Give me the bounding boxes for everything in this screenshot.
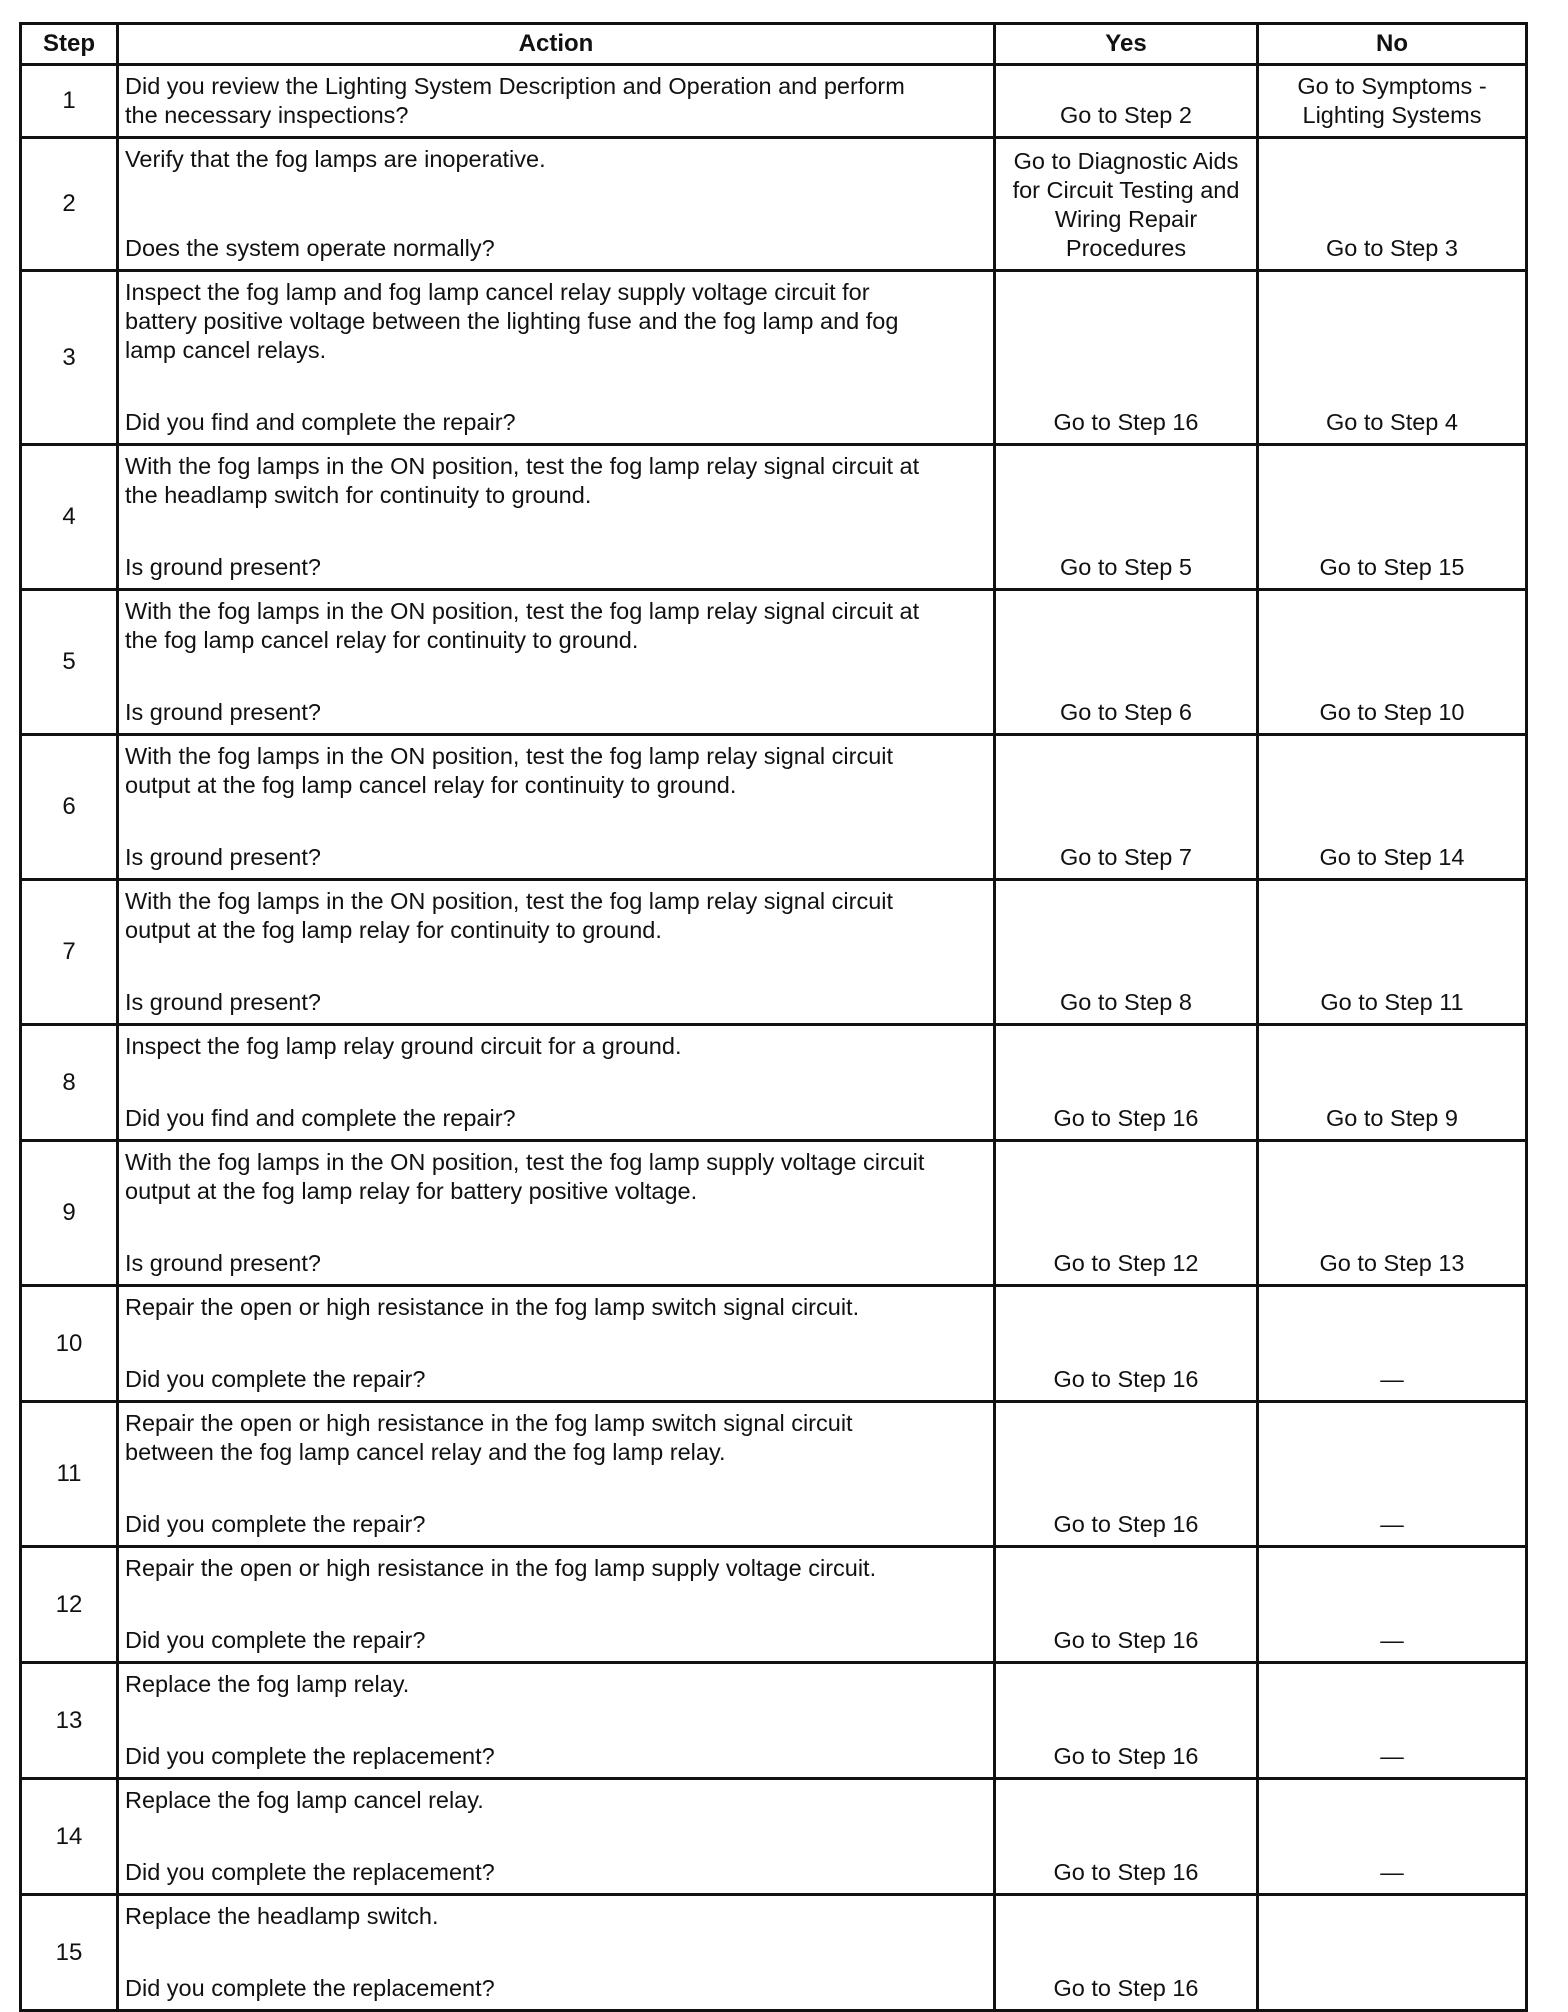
yes-result-cell <box>995 1402 1258 1547</box>
action-text-line: With the fog lamps in the ON position, test the fog lamp relay signal circuit at <box>125 453 920 479</box>
action-cell <box>118 65 995 138</box>
action-cell <box>118 1779 995 1895</box>
action-text-line: Repair the open or high resistance in the fog lamp supply voltage circuit. <box>125 1555 877 1581</box>
spacer <box>125 800 985 843</box>
action-text-line: battery positive voltage between the lighting fuse and the fog lamp and fog <box>125 308 899 334</box>
spacer <box>125 1206 985 1249</box>
action-question: Did you find and complete the repair? <box>125 1105 516 1131</box>
action-text-line: With the fog lamps in the ON position, test the fog lamp relay signal circuit <box>125 888 894 914</box>
spacer <box>125 655 985 698</box>
table-row <box>21 590 1527 735</box>
yes-result-text: Go to Step 16 <box>1053 1627 1199 1653</box>
spacer <box>125 1815 985 1858</box>
step-number: 1 <box>21 65 118 138</box>
header-step: Step <box>21 24 118 65</box>
yes-result-text: Go to Step 16 <box>1053 1743 1199 1769</box>
yes-result-text: Go to Step 16 <box>1053 409 1199 435</box>
action-question: Did you complete the replacement? <box>125 1859 495 1885</box>
no-result-cell <box>1258 1141 1527 1286</box>
action-text-line: With the fog lamps in the ON position, test the fog lamp supply voltage circuit <box>125 1149 925 1175</box>
yes-result-cell <box>995 1547 1258 1663</box>
yes-result-text: Procedures <box>1065 235 1187 261</box>
table-row <box>21 65 1527 138</box>
action-text-line: Verify that the fog lamps are inoperative. <box>125 146 546 172</box>
action-question: Did you complete the repair? <box>125 1627 426 1653</box>
action-cell <box>118 1402 995 1547</box>
yes-result-text: Go to Step 16 <box>1053 1859 1199 1885</box>
action-text-line: output at the fog lamp cancel relay for continuity to ground. <box>125 772 737 798</box>
no-result-text: Go to Step 10 <box>1319 699 1465 725</box>
action-text-line: output at the fog lamp relay for battery positive voltage. <box>125 1178 698 1204</box>
no-result-cell <box>1258 1402 1527 1547</box>
header-yes: Yes <box>995 24 1258 65</box>
action-text-line: lamp cancel relays. <box>125 337 327 363</box>
table-row <box>21 271 1527 445</box>
action-text-line: output at the fog lamp relay for continuity to ground. <box>125 917 662 943</box>
action-cell <box>118 1025 995 1141</box>
no-result-cell <box>1258 735 1527 880</box>
no-result-cell <box>1258 1286 1527 1402</box>
yes-result-text: Go to Step 16 <box>1053 1511 1199 1537</box>
action-cell <box>118 1547 995 1663</box>
yes-result-cell <box>995 1286 1258 1402</box>
step-number: 5 <box>21 590 118 735</box>
action-question: Did you complete the repair? <box>125 1366 426 1392</box>
action-cell <box>118 590 995 735</box>
table-row <box>21 735 1527 880</box>
yes-result-cell <box>995 1779 1258 1895</box>
no-result-text: Go to Step 11 <box>1320 989 1464 1015</box>
yes-result-cell <box>995 1025 1258 1141</box>
yes-result-cell <box>995 1141 1258 1286</box>
yes-result-cell <box>995 138 1258 271</box>
action-question: Does the system operate normally? <box>125 235 495 261</box>
no-result-cell <box>1258 880 1527 1025</box>
action-text-line: Replace the fog lamp relay. <box>125 1671 410 1697</box>
action-question: Did you complete the repair? <box>125 1511 426 1537</box>
no-result-text: Go to Step 13 <box>1319 1250 1465 1276</box>
action-text-line: Replace the fog lamp cancel relay. <box>125 1787 484 1813</box>
yes-result-cell <box>995 1663 1258 1779</box>
action-text-line: Did you review the Lighting System Description and Operation and perform <box>125 73 905 99</box>
table-body <box>21 65 1527 2011</box>
no-result-cell <box>1258 1663 1527 1779</box>
action-text-line: Inspect the fog lamp and fog lamp cancel relay supply voltage circuit for <box>125 279 870 305</box>
spacer <box>125 1322 985 1365</box>
yes-result-text: Go to Step 6 <box>1060 699 1192 725</box>
no-result-text: Lighting Systems <box>1302 102 1482 128</box>
yes-result-cell <box>995 590 1258 735</box>
table-row <box>21 1663 1527 1779</box>
no-result-text: — <box>1380 1859 1404 1885</box>
step-number: 12 <box>21 1547 118 1663</box>
diagnostic-table <box>19 22 1528 2012</box>
action-text-line: between the fog lamp cancel relay and the fog lamp relay. <box>125 1439 726 1465</box>
action-cell <box>118 271 995 445</box>
yes-result-cell <box>995 1895 1258 2011</box>
action-text-line: the headlamp switch for continuity to ground. <box>125 482 592 508</box>
no-result-text: Go to Step 9 <box>1326 1105 1458 1131</box>
spacer <box>125 1699 985 1742</box>
yes-result-cell <box>995 880 1258 1025</box>
action-question: Did you find and complete the repair? <box>125 409 516 435</box>
yes-result-text: Go to Step 2 <box>1060 102 1192 128</box>
step-number: 2 <box>21 138 118 271</box>
yes-result-text: for Circuit Testing and <box>1012 177 1240 203</box>
no-result-cell <box>1258 1779 1527 1895</box>
yes-result-text: Go to Step 5 <box>1060 554 1192 580</box>
table-row <box>21 1286 1527 1402</box>
no-result-cell <box>1258 1895 1527 2011</box>
table-row <box>21 1547 1527 1663</box>
no-result-text: — <box>1380 1627 1404 1653</box>
action-text-line: With the fog lamps in the ON position, test the fog lamp relay signal circuit <box>125 743 894 769</box>
header-row <box>21 24 1527 65</box>
table-row <box>21 880 1527 1025</box>
action-question: Is ground present? <box>125 989 321 1015</box>
no-result-text: Go to Step 4 <box>1326 409 1458 435</box>
action-cell <box>118 1895 995 2011</box>
step-number: 3 <box>21 271 118 445</box>
step-number: 15 <box>21 1895 118 2011</box>
yes-result-text: Wiring Repair <box>1054 206 1198 232</box>
action-question: Is ground present? <box>125 1250 321 1276</box>
spacer <box>125 510 985 553</box>
step-number: 6 <box>21 735 118 880</box>
action-text-line: the necessary inspections? <box>125 102 409 128</box>
no-result-text: Go to Step 14 <box>1319 844 1465 870</box>
action-cell <box>118 445 995 590</box>
step-number: 13 <box>21 1663 118 1779</box>
spacer <box>125 1061 985 1104</box>
action-cell <box>118 1286 995 1402</box>
no-result-cell <box>1258 590 1527 735</box>
yes-result-text: Go to Step 7 <box>1060 844 1192 870</box>
yes-result-text: Go to Step 16 <box>1053 1366 1199 1392</box>
table-row <box>21 445 1527 590</box>
spacer <box>125 365 985 408</box>
yes-result-cell <box>995 65 1258 138</box>
no-result-text: Go to Step 3 <box>1326 235 1458 261</box>
step-number: 14 <box>21 1779 118 1895</box>
action-question: Is ground present? <box>125 844 321 870</box>
action-text-line: Replace the headlamp switch. <box>125 1903 439 1929</box>
spacer <box>125 1583 985 1626</box>
table-row <box>21 1025 1527 1141</box>
no-result-cell <box>1258 1547 1527 1663</box>
yes-result-text: Go to Step 8 <box>1060 989 1192 1015</box>
action-text-line: the fog lamp cancel relay for continuity to ground. <box>125 627 639 653</box>
action-text-line: With the fog lamps in the ON position, test the fog lamp relay signal circuit at <box>125 598 920 624</box>
spacer <box>125 1931 985 1974</box>
yes-result-text: Go to Step 16 <box>1053 1975 1199 2001</box>
no-result-text: — <box>1380 1743 1404 1769</box>
step-number: 4 <box>21 445 118 590</box>
action-cell <box>118 1141 995 1286</box>
table-row <box>21 1895 1527 2011</box>
spacer <box>125 945 985 988</box>
action-cell <box>118 880 995 1025</box>
action-question: Did you complete the replacement? <box>125 1975 495 2001</box>
action-cell <box>118 1663 995 1779</box>
header-action: Action <box>118 24 995 65</box>
table-row <box>21 138 1527 271</box>
no-result-text: — <box>1380 1366 1404 1392</box>
no-result-cell <box>1258 1025 1527 1141</box>
action-text-line: Inspect the fog lamp relay ground circuit for a ground. <box>125 1033 682 1059</box>
step-number: 8 <box>21 1025 118 1141</box>
yes-result-cell <box>995 445 1258 590</box>
step-number: 9 <box>21 1141 118 1286</box>
yes-result-cell <box>995 271 1258 445</box>
action-question: Is ground present? <box>125 554 321 580</box>
no-result-cell <box>1258 138 1527 271</box>
action-text-line: Repair the open or high resistance in the fog lamp switch signal circuit <box>125 1410 853 1436</box>
action-text-line: Repair the open or high resistance in the fog lamp switch signal circuit. <box>125 1294 860 1320</box>
table-row <box>21 1141 1527 1286</box>
action-cell <box>118 735 995 880</box>
action-question: Is ground present? <box>125 699 321 725</box>
header-no: No <box>1258 24 1527 65</box>
step-number: 10 <box>21 1286 118 1402</box>
yes-result-text: Go to Step 12 <box>1053 1250 1199 1276</box>
no-result-text: Go to Symptoms - <box>1297 73 1487 99</box>
step-number: 7 <box>21 880 118 1025</box>
step-number: 11 <box>21 1402 118 1547</box>
table-row <box>21 1402 1527 1547</box>
spacer <box>125 1467 985 1510</box>
yes-result-text: Go to Diagnostic Aids <box>1013 148 1239 174</box>
no-result-cell <box>1258 445 1527 590</box>
no-result-text: — <box>1380 1511 1404 1537</box>
yes-result-text: Go to Step 16 <box>1053 1105 1199 1131</box>
table-row <box>21 1779 1527 1895</box>
action-question: Did you complete the replacement? <box>125 1743 495 1769</box>
no-result-cell <box>1258 65 1527 138</box>
action-cell <box>118 138 995 271</box>
no-result-cell <box>1258 271 1527 445</box>
no-result-text: Go to Step 15 <box>1319 554 1465 580</box>
yes-result-cell <box>995 735 1258 880</box>
spacer <box>125 174 985 234</box>
